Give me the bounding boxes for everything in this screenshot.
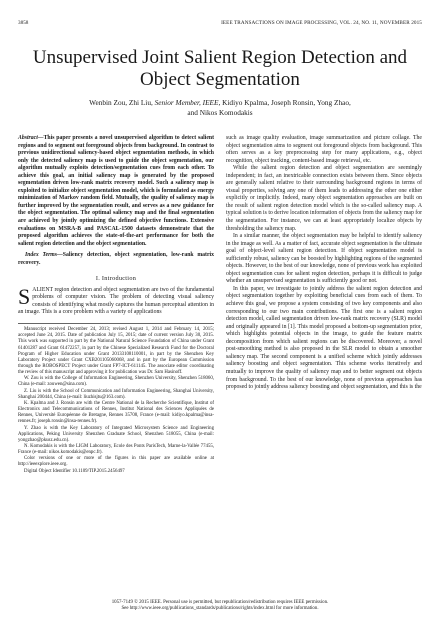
footnote: Z. Liu is with the School of Communication and Information Engineering, Shanghai University, Shanghai 200444, China (e-mail: liuzhisjtu@163.com). — [18, 388, 214, 400]
abstract-label: Abstract— — [18, 135, 44, 141]
copyright-footer — [18, 600, 422, 612]
journal-header: IEEE TRANSACTIONS ON IMAGE PROCESSING, VOL. 24, NO. 11, NOVEMBER 2015 — [221, 20, 422, 26]
abstract-text: This paper presents a novel unsupervised algorithm to detect salient regions and to segment out foreground objects from background. In contrast to previous unidirectional saliency-based object segmentation methods, in which only the detected saliency map is used to guide the object segmentation, our algorithm mutually exploits detection/segmentation cues from each other. To achieve this goal, an initial saliency map is generated by the proposed segmentation driven low-rank matrix recovery model. Such a saliency map is exploited to initialize object segmentation model, which is formulated as energy minimization of Markov random field. Mutually, the quality of saliency map is further improved by the segmentation result, and serves as a new guidance for the object segmentation. The optimal saliency map and the final segmentation are achieved by jointly optimizing the defined objective functions. Extensive evaluations on MSRA-B and PASCAL-1500 datasets demonstrate that the proposed algorithm achieves the state-of-the-art performance for both the salient region detection and the object segmentation. — [18, 135, 214, 247]
footnote: Color versions of one or more of the figures in this paper are available online at http://ieeexplore.ieee.org. — [18, 456, 214, 468]
page-number: 3858 — [18, 20, 29, 26]
author-line-2: and Nikos Komodakis — [187, 107, 253, 117]
left-column — [18, 135, 214, 475]
drop-cap: S — [18, 283, 31, 309]
author-list — [40, 98, 400, 117]
intro-text: ALIENT region detection and object segmentation are two of the fundamental problems of computer vision. The problem of detecting visual saliency consists of identifying what mostly captures the human perceptual attention in an image. This is a core problem with a variety of applications — [18, 286, 214, 316]
footnote: Digital Object Identifier 10.1109/TIP.2015.2456497 — [24, 468, 125, 474]
footnotes — [18, 323, 214, 475]
footnote: W. Zou is with the College of Information Engineering, Shenzhen University, Shenzhen 518060, China (e-mail: zouwen@sina.com). — [18, 376, 214, 388]
body-paragraph: such as image quality evaluation, image summarization and picture collage. The object segmentation aims to segment out foreground objects from background. This often serves as a key preprocessing step for many applications, e.g., object recognition, object tracking, content-based image retrieval, etc. — [226, 135, 422, 164]
body-paragraph: In a similar manner, the object segmentation may be helpful to identify saliency in the image as well. As a matter of fact, accurate object segmentation is the ultimate goal of object-level salient region detection. If object segmentation model is sufficiently robust, saliency can be boosted by highlighting regions of the segmented objects. However, to the best of our knowledge, none of previous work has exploited object segmentation cues for salient region detection, perhaps it is difficult to judge whether an unsupervised segmentation is sufficiently good or not. — [226, 233, 422, 285]
section-heading: I. Introduction — [95, 275, 137, 283]
body-paragraph: In this paper, we investigate to jointly address the salient region detection and object segmentation together by exploiting beneficial cues from each of them. To achieve this goal, we propose a system consisting of two key components and also corresponding to our two main contributions. The first one is a salient region detection model, called segmentation driven low-rank matrix recovery (SLR) model and originally appeared in [1]. This model proposed a bottom-up segmentation prior, which highlights potential objects in the image, to guide the feature matrix decomposition from which salient regions can be discovered. Moreover, a novel post-smoothing method is also proposed in the SLR model to obtain a smoother saliency map. The second component is a unified scheme which jointly addresses saliency boosting and object segmentation. This scheme works iteratively and mutually to improve the quality of saliency map and to better segment out objects from background. To the best of our knowledge, none of previous approaches has proposed to jointly address saliency boosting and object segmentation, and this is the — [226, 285, 422, 391]
footnote: K. Kpalma and J. Ronsin are with the Centre National de la Recherche Scientifique, Institut of Electronics and Telecommunications of Rennes, Institut National des Sciences Appliquées de Rennes, Université Européenne de Bretagne, Rennes 35708, France (e-mail: kidiyo.kpalma@insa-rennes.fr; joseph.ronsin@insa-rennes.fr). — [18, 400, 214, 425]
index-terms-label: Index Terms— — [25, 252, 63, 259]
author-membership: Senior Member, IEEE — [154, 98, 219, 107]
index-terms-text: Saliency detection, object segmentation, low-rank matrix recovery. — [18, 252, 214, 266]
rights-line: See http://www.ieee.org/publications_standards/publications/rights/index.html for more information. — [121, 606, 319, 612]
right-column — [226, 135, 422, 392]
paper-title: Unsupervised Joint Salient Region Detection and Object Segmentation — [32, 47, 408, 90]
author-line-1: Wenbin Zou, Zhi Liu, Senior Member, IEEE, Kidiyo Kpalma, Joseph Ronsin, Yong Zhao, — [89, 98, 351, 107]
abstract — [18, 135, 214, 267]
footnote: Manuscript received December 24, 2013; revised August 1, 2014 and February 14, 2015; accepted June 24, 2015. Date of publication July 15, 2015; date of current version July 30, 2015. This work was supported in part by the National Natural Science Foundation of China under Grant 61401287 and Grant 61472257, in part by the Chinese Specialized Research Fund for the Doctoral Program of Higher Education under Grant 20133108110001, in part by the Shenzhen Key Laboratory Project under Grant CXB201105060068, and in part by the European Commission through the ROBOSPECT Project under Grant FP7-ICT-611145. The associate editor coordinating the review of this manuscript and approving it for publication was Dr. Sam Hasinoff. — [18, 327, 214, 376]
footnote: Y. Zhao is with the Key Laboratory of Integrated Microsystem Science and Engineering Applications, Peking University Shenzhen Graduate School, Shenzhen 518055, China (e-mail: yongzhao@pkusz.edu.cn). — [18, 425, 214, 443]
running-header — [18, 20, 422, 30]
copyright-line: 1057-7149 © 2015 IEEE. Personal use is permitted, but republication/redistribution requires IEEE permission. — [111, 600, 329, 605]
body-paragraph: While the salient region detection and object segmentation are seemingly independent; in fact, an inextricable connection exists between them. Since objects are generally salient relative to their surrounding background regions in terms of visual properties, solving any one of them leads to addressing the other one either explicitly or implicitly. Indeed, many object segmentation approaches are built on the result of salient region detection model which is the so-called saliency map. A typical solution is to derive location information of objects from the saliency map for the segmentation. For instance, we can at least appropriately localize objects by thresholding the saliency map. — [226, 165, 422, 232]
footnote: N. Komodakis is with the LIGM Laboratory, Ecole des Ponts ParisTech, Marne-la-Vallée 77455, France (e-mail: nikos.komodakis@enpc.fr). — [18, 444, 214, 456]
intro-paragraph — [18, 283, 214, 317]
